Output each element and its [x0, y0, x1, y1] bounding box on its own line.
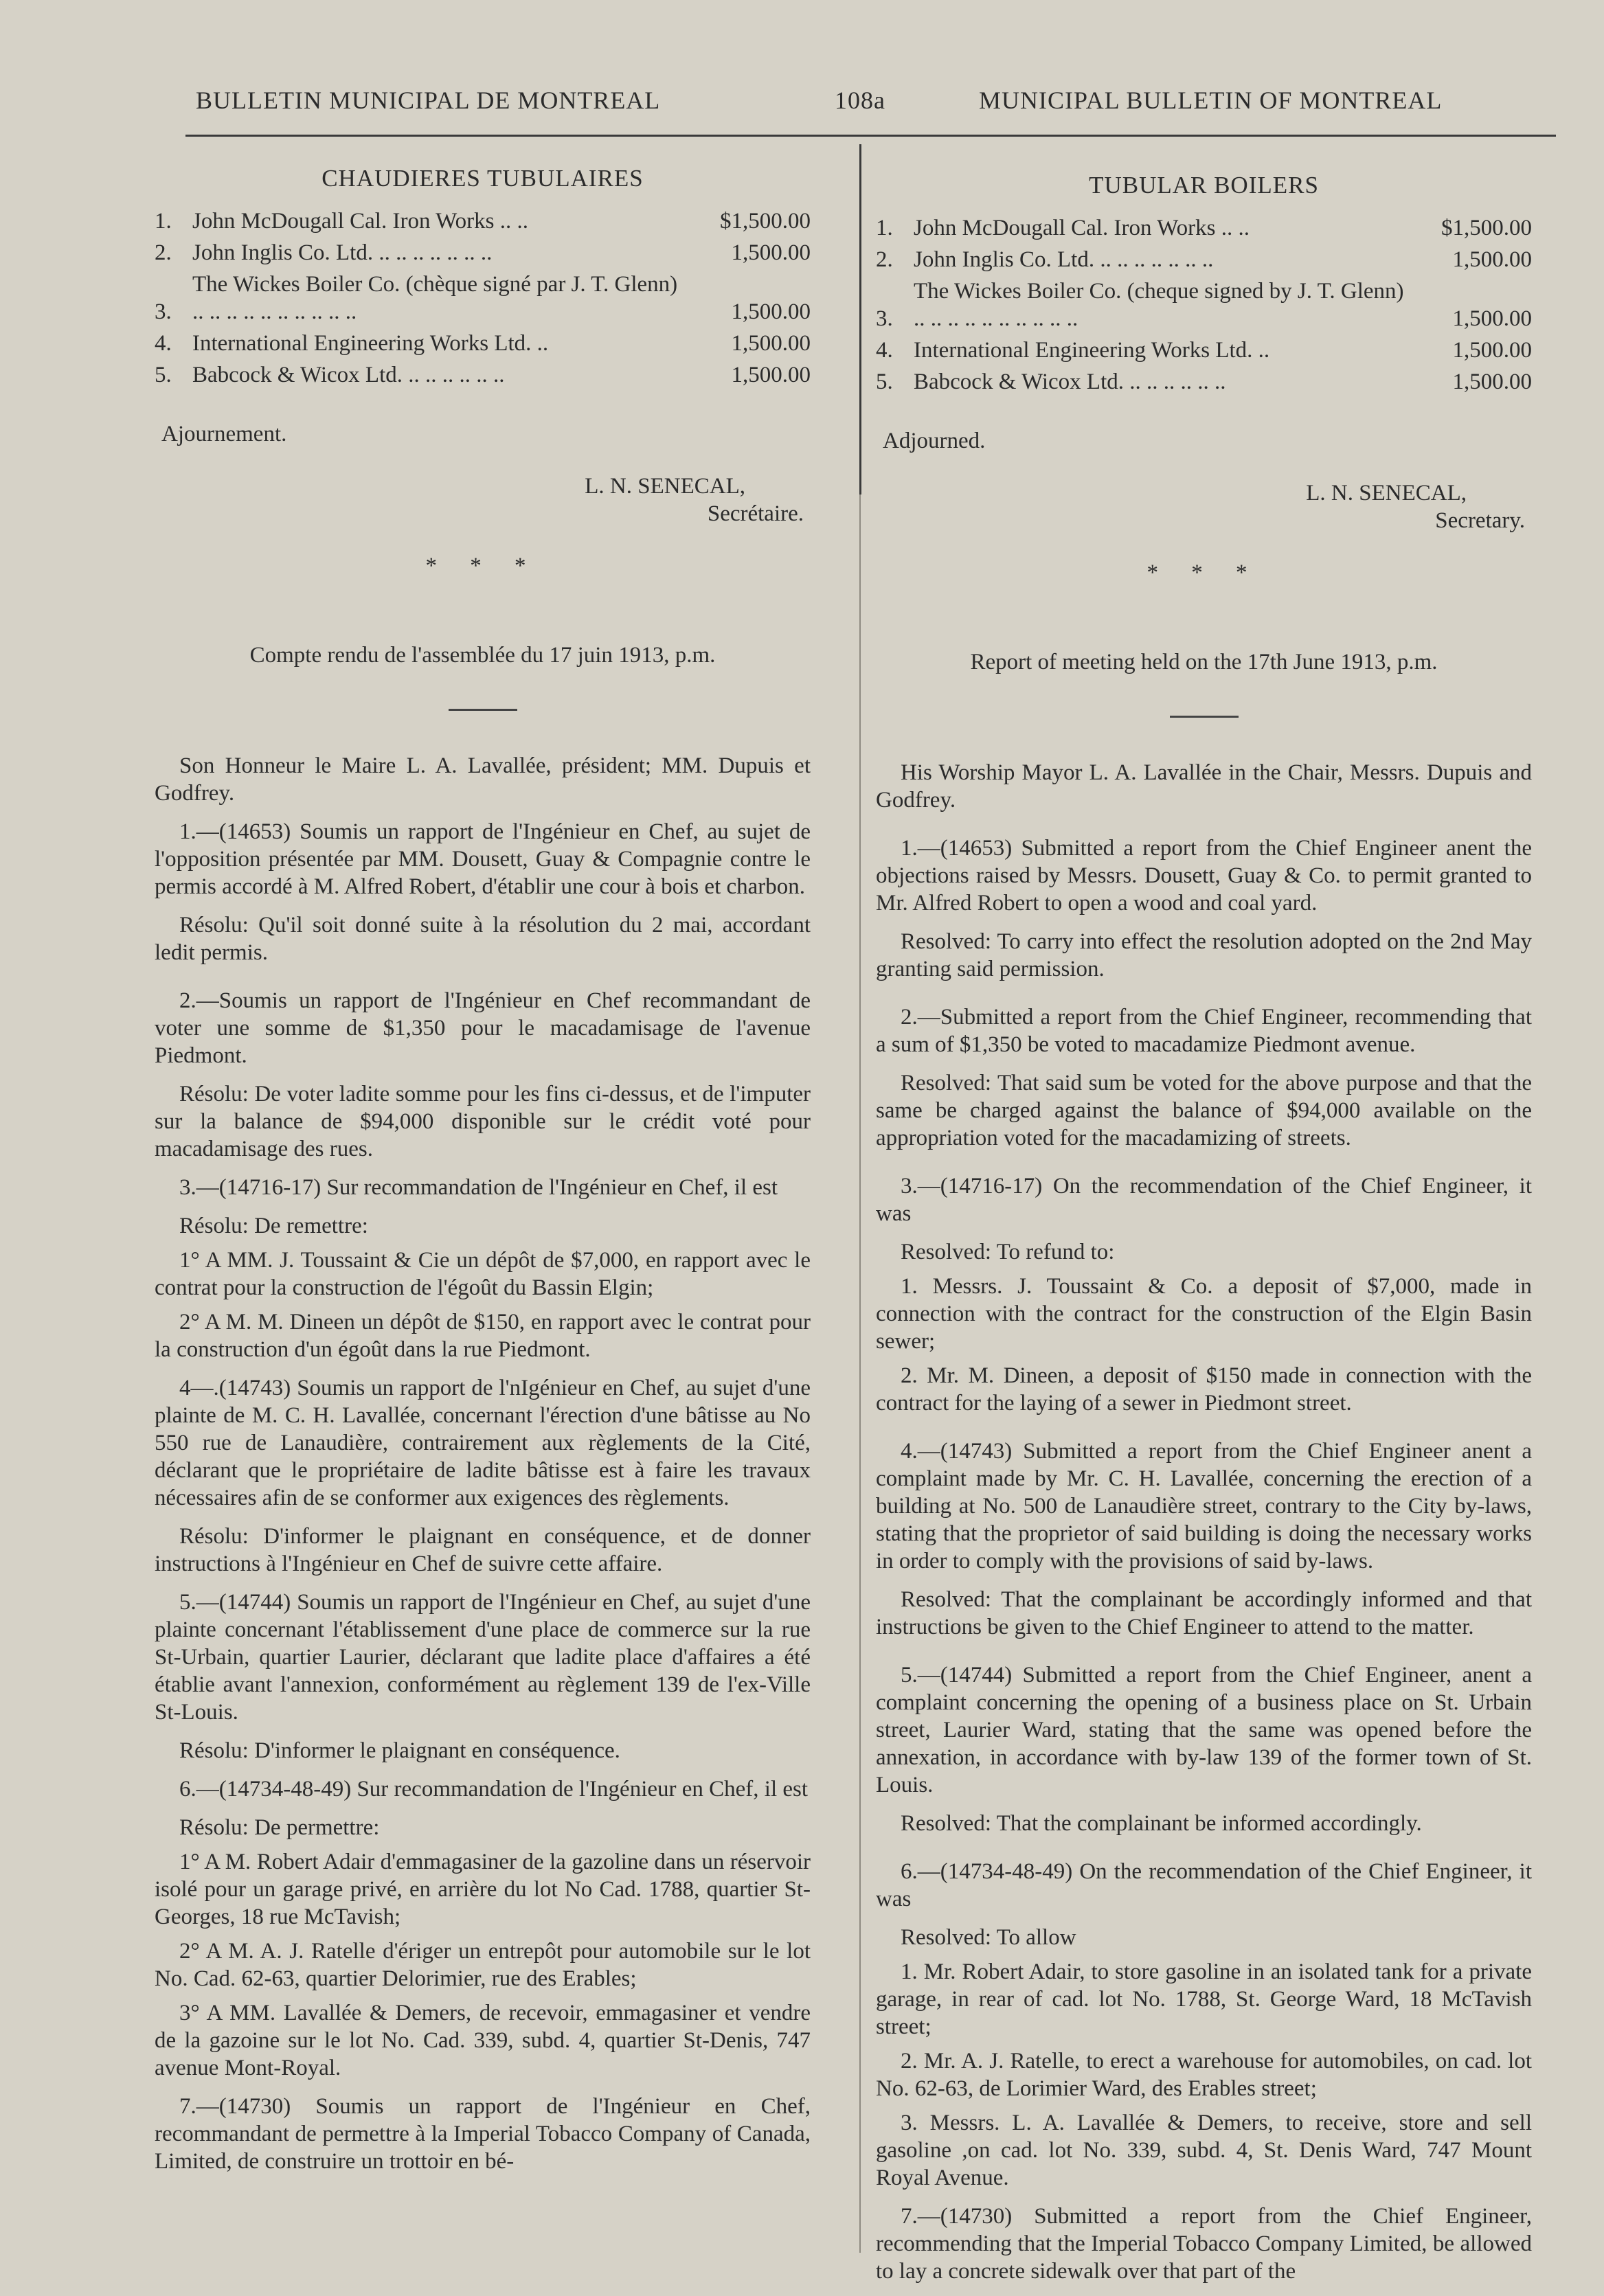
bid-list [155, 207, 811, 389]
bid-name: John McDougall Cal. Iron Works .. .. [914, 216, 1250, 240]
column-divider-faint [859, 495, 861, 2253]
paragraph: 4.—(14743) Submitted a report from the Chief Engineer anent a complaint made by Mr. C. H. Lavallée, concerning the erection of a building at No. 500 de Lanaudière street, contrary to the City by-laws, stating that the proprietor of said building is doing the necessary works in order to comply with the provisions of said by-laws. [876, 1439, 1532, 1573]
bid-amount: 1,500.00 [1452, 306, 1532, 331]
bid-item [155, 330, 811, 357]
bid-amount: 1,500.00 [1452, 370, 1532, 394]
report-title: Report of meeting held on the 17th June 1913, p.m. [970, 650, 1438, 674]
paragraph: Resolved: That the complainant be accordingly informed and that instructions be given to the Chief Engineer to attend to the matter. [876, 1587, 1532, 1639]
bid-item [155, 207, 811, 235]
signer-title: Secrétaire. [707, 501, 804, 526]
paragraph: Resolved: That the complainant be informed accordingly. [901, 1811, 1422, 1836]
bid-amount: 1,500.00 [1452, 338, 1532, 363]
paragraph: Résolu: D'informer le plaignant en conséquence, et de donner instructions à l'Ingénieur en Chef de suivre cette affaire. [155, 1524, 811, 1576]
paragraph: 1° A M. Robert Adair d'emmagasiner de la gazoline dans un réservoir isolé pour un garage privé, en arrière du lot No Cad. 1788, quartier St-Georges, 18 rue McTavish; [155, 1850, 811, 1929]
bid-list [876, 214, 1532, 396]
paragraph: Resolved: That said sum be voted for the above purpose and that the same be charged against the balance of $94,000 available on the appropriation voted for the macadamizing of streets. [876, 1071, 1532, 1150]
header-left: BULLETIN MUNICIPAL DE MONTREAL [196, 87, 661, 114]
bid-number: 4. [876, 338, 893, 363]
header-rule [185, 135, 1556, 137]
bid-item [876, 368, 1532, 396]
section-separator: * * * [425, 554, 540, 578]
bid-name: John McDougall Cal. Iron Works .. .. [192, 209, 528, 234]
bid-number: 3. [876, 306, 893, 331]
english-column [876, 165, 1532, 2296]
paragraph: Résolu: De permettre: [179, 1815, 380, 1840]
column-divider [859, 144, 861, 495]
paragraph: 3.—(14716-17) Sur recommandation de l'Ingénieur en Chef, il est [179, 1175, 778, 1200]
bid-item [876, 337, 1532, 364]
paragraph: 2.—Submitted a report from the Chief Engineer, recommending that a sum of $1,350 be voted to macadamize Piedmont avenue. [876, 1005, 1532, 1057]
paragraph: 3° A MM. Lavallée & Demers, de recevoir, emmagasiner et vendre de la gazoine sur le lot No. Cad. 339, subd. 4, quartier St-Denis, 747 avenue Mont-Royal. [155, 2001, 811, 2080]
bid-number: 1. [876, 216, 893, 240]
signer-title: Secretary. [1435, 508, 1525, 533]
paragraph: 1. Mr. Robert Adair, to store gasoline in an isolated tank for a private garage, in rear of cad. lot No. 1788, St. George Ward, 18 McTavish street; [876, 1959, 1532, 2039]
bid-amount: 1,500.00 [731, 299, 811, 324]
section-separator: * * * [1146, 560, 1261, 585]
bid-amount: 1,500.00 [1452, 247, 1532, 272]
paragraph: Résolu: De voter ladite somme pour les fins ci-dessus, et de l'imputer sur la balance de $94,000 disponible sur le crédit voté pour macadamisage des rues. [155, 1082, 811, 1161]
paragraph: Resolved: To carry into effect the resolution adopted on the 2nd May granting said permission. [876, 929, 1532, 981]
bid-name: John Inglis Co. Ltd. .. .. .. .. .. .. .. [192, 240, 493, 265]
bid-number: 4. [155, 331, 172, 356]
section-title: TUBULAR BOILERS [1089, 172, 1319, 198]
paragraph: 1.—(14653) Soumis un rapport de l'Ingénieur en Chef, au sujet de l'opposition présentée par MM. Dousett, Guay & Compagnie contre le permis accordé à M. Alfred Robert, d'établir une cour à bois et charbon. [155, 819, 811, 899]
paragraph: 6.—(14734-48-49) Sur recommandation de l'Ingénieur en Chef, il est [179, 1777, 809, 1801]
bid-number: 5. [155, 363, 172, 387]
bid-name: Babcock & Wicox Ltd. .. .. .. .. .. .. [192, 363, 505, 387]
bid-name: John Inglis Co. Ltd. .. .. .. .. .. .. .. [914, 247, 1214, 272]
bid-number: 2. [155, 240, 172, 265]
paragraph: His Worship Mayor L. A. Lavallée in the Chair, Messrs. Dupuis and Godfrey. [876, 760, 1532, 812]
paragraph: 7.—(14730) Soumis un rapport de l'Ingénieur en Chef, recommandant de permettre à la Imperial Tobacco Company of Canada, Limited, de construire un trottoir en bé- [155, 2094, 811, 2174]
bid-amount: 1,500.00 [731, 363, 811, 387]
bid-item [155, 271, 811, 326]
paragraph: Resolved: To refund to: [901, 1240, 1115, 1264]
signer-name: L. N. SENECAL, [585, 474, 745, 499]
paragraph: 2° A M. A. J. Ratelle d'ériger un entrepôt pour automobile sur le lot No. Cad. 62-63, quartier Delorimier, rue des Erables; [155, 1939, 811, 1991]
bid-number: 2. [876, 247, 893, 272]
paragraph: Resolved: To allow [901, 1925, 1076, 1950]
bid-item [876, 246, 1532, 273]
bid-name: International Engineering Works Ltd. .. [192, 331, 549, 356]
paragraph: 4—.(14743) Soumis un rapport de l'nIgénieur en Chef, au sujet d'une plainte de M. C. H. Lavallée, concernant l'érection d'une bâtisse au No 550 rue de Lanaudière, contrairement aux règlements de la Cité, déclarant que le propriétaire de ladite bâtisse est à faire les travaux nécessaires afin de se conformer aux exigences des règlements. [155, 1376, 811, 1510]
bid-name: Babcock & Wicox Ltd. .. .. .. .. .. .. [914, 370, 1226, 394]
bid-number: 1. [155, 209, 172, 234]
paragraph: 3.—(14716-17) On the recommendation of the Chief Engineer, it was [876, 1174, 1532, 1226]
paragraph: 2.—Soumis un rapport de l'Ingénieur en Chef recommandant de voter une somme de $1,350 pour le macadamisage de l'avenue Piedmont. [155, 988, 811, 1068]
paragraph: 1° A MM. J. Toussaint & Cie un dépôt de $7,000, en rapport avec le contrat pour la construction de l'égoût du Bassin Elgin; [155, 1248, 811, 1300]
title-dash [1170, 716, 1239, 718]
bid-name: The Wickes Boiler Co. (chèque signé par J. T. Glenn) .. .. .. .. .. .. .. .. .. .. [192, 272, 678, 324]
bid-name: The Wickes Boiler Co. (cheque signed by J. T. Glenn) .. .. .. .. .. .. .. .. .. .. [914, 279, 1404, 331]
header-right: MUNICIPAL BULLETIN OF MONTREAL [979, 87, 1443, 114]
paragraph: 2. Mr. A. J. Ratelle, to erect a warehouse for automobiles, on cad. lot No. 62-63, de Lorimier Ward, des Erables street; [876, 2049, 1532, 2101]
paragraph: 5.—(14744) Soumis un rapport de l'Ingénieur en Chef, au sujet d'une plainte concernant l'établissement d'une place de commerce sur la rue St-Urbain, quartier Laurier, déclarant que ladite place d'affaires a été établie avant l'annexion, conformément au règlement 139 de l'ex-Ville St-Louis. [155, 1590, 811, 1725]
paragraph: 3. Messrs. L. A. Lavallée & Demers, to receive, store and sell gasoline ,on cad. lot No. 339, subd. 4, St. Denis Ward, 747 Mount Royal Avenue. [876, 2111, 1532, 2190]
signer-name: L. N. SENECAL, [1306, 481, 1467, 505]
bid-item [155, 239, 811, 266]
adjourn-note: Adjourned. [883, 429, 986, 453]
section-title: CHAUDIERES TUBULAIRES [321, 165, 644, 192]
paragraph: 6.—(14734-48-49) On the recommendation of the Chief Engineer, it was [876, 1859, 1532, 1911]
bid-amount: 1,500.00 [731, 331, 811, 356]
bid-item [155, 361, 811, 389]
paragraph: 2° A M. M. Dineen un dépôt de $150, en rapport avec le contrat pour la construction d'un égoût dans la rue Piedmont. [155, 1310, 811, 1362]
french-column [155, 165, 811, 2186]
paragraph: Résolu: De remettre: [179, 1214, 368, 1238]
report-title: Compte rendu de l'assemblée du 17 juin 1913, p.m. [249, 643, 716, 668]
paragraph: Résolu: D'informer le plaignant en conséquence. [179, 1738, 620, 1763]
bid-name: International Engineering Works Ltd. .. [914, 338, 1270, 363]
paragraph: Son Honneur le Maire L. A. Lavallée, président; MM. Dupuis et Godfrey. [155, 753, 811, 806]
paragraph: 1. Messrs. J. Toussaint & Co. a deposit of $7,000, made in connection with the contract for the construction of the Elgin Basin sewer; [876, 1274, 1532, 1354]
title-dash [449, 709, 517, 711]
bid-number: 5. [876, 370, 893, 394]
bid-amount: 1,500.00 [731, 240, 811, 265]
paragraph: 1.—(14653) Submitted a report from the Chief Engineer anent the objections raised by Messrs. Dousett, Guay & Co. to permit granted to Mr. Alfred Robert to open a wood and coal yard. [876, 836, 1532, 916]
paragraph: Résolu: Qu'il soit donné suite à la résolution du 2 mai, accordant ledit permis. [155, 913, 811, 965]
adjourn-note: Ajournement. [161, 422, 287, 446]
paragraph: 7.—(14730) Submitted a report from the Chief Engineer, recommending that the Imperial Tobacco Company Limited, be allowed to lay a concrete sidewalk over that part of the [876, 2204, 1532, 2284]
page-number: 108a [835, 87, 885, 114]
paragraph: 2. Mr. M. Dineen, a deposit of $150 made in connection with the contract for the laying of a sewer in Piedmont street. [876, 1363, 1532, 1416]
bid-number: 3. [155, 299, 172, 324]
bid-item [876, 277, 1532, 332]
paragraph: 5.—(14744) Submitted a report from the Chief Engineer, anent a complaint concerning the opening of a business place on St. Urbain street, Laurier Ward, stating that the same was opened before the annexation, in accordance with by-law 139 of the former town of St. Louis. [876, 1663, 1532, 1797]
bid-item [876, 214, 1532, 242]
bid-amount: $1,500.00 [720, 209, 811, 234]
bid-amount: $1,500.00 [1441, 216, 1532, 240]
